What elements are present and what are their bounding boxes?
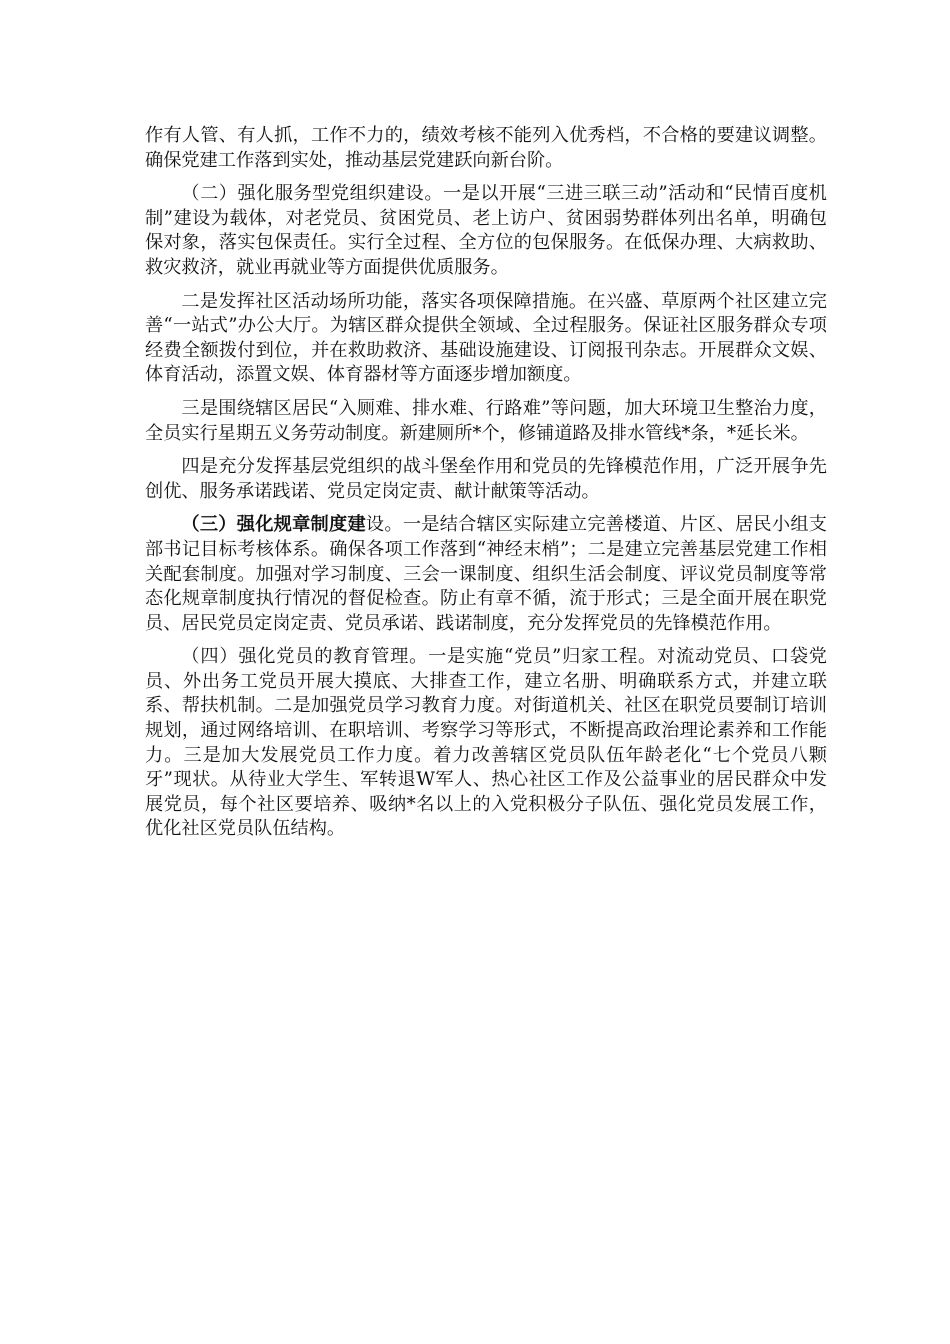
paragraph-text: （二）强化服务型党组织建设。一是以开展“三进三联三动”活动和“民情百度机制”建设为载体，对老党员、贫困党员、老上访户、贫困弱势群体列出名单，明确包保对象，落实包保责任。实行全过程、全方位的包保服务。在低保办理、大病救助、救灾救济，就业再就业等方面提供优质服务。: [145, 183, 827, 278]
paragraph-text: 设。一是结合辖区实际建立完善楼道、片区、居民小组支部书记目标考核体系。确保各项工作落到“神经末梢”；二是建立完善基层党建工作相关配套制度。加强对学习制度、三会一课制度、组织生活会制度、评议党员制度等常态化规章制度执行情况的督促检查。防止有章不循，流于形式；三是全面开展在职党员、居民党员定岗定责、党员承诺、践诺制度，充分发挥党员的先锋模范作用。: [145, 514, 827, 634]
paragraph-text: 作有人管、有人抓，工作不力的，绩效考核不能列入优秀档，不合格的要建议调整。确保党建工作落到实处，推动基层党建跃向新台阶。: [145, 125, 827, 171]
paragraph-member-education: [145, 645, 827, 842]
paragraph-environment: [145, 397, 827, 446]
section-heading-bold: （三）强化规章制度建: [181, 514, 366, 536]
paragraph-rules-system: [145, 513, 827, 636]
paragraph-text: 二是发挥社区活动场所功能，落实各项保障措施。在兴盛、草原两个社区建立完善“一站式”办公大厅。为辖区群众提供全领域、全过程服务。保证社区服务群众专项经费全额拨付到位，并在救助救济、基础设施建设、订阅报刊杂志。开展群众文娱、体育活动，添置文娱、体育器材等方面逐步增加额度。: [145, 290, 827, 386]
paragraph-text: （四）强化党员的教育管理。一是实施“党员”归家工程。对流动党员、口袋党员、外出务工党员开展大摸底、大排查工作，建立名册、明确联系方式，并建立联系、帮扶机制。二是加强党员学习教育力度。对街道机关、社区在职党员要制订培训规划，通过网络培训、在职培训、考察学习等形式，不断提高政治理论素养和工作能力。三是加大发展党员工作力度。着力改善辖区党员队伍年龄老化“七个党员八颗牙”现状。从待业大学生、军转退W军人、热心社区工作及公益事业的居民群众中发展党员，每个社区要培养、吸纳*名以上的入党积极分子队伍、强化党员发展工作，优化社区党员队伍结构。: [145, 646, 827, 840]
paragraph-continuation: [145, 124, 827, 173]
paragraph-text: 三是围绕辖区居民“入厕难、排水难、行路难”等问题，加大环境卫生整治力度，全员实行星期五义务劳动制度。新建厕所*个，修铺道路及排水管线*条，*延长米。: [145, 397, 827, 444]
paragraph-text: 四是充分发挥基层党组织的战斗堡垒作用和党员的先锋模范作用，广泛开展争先创优、服务承诺践诺、党员定岗定责、献计献策等活动。: [145, 456, 827, 502]
paragraph-vanguard-role: [145, 455, 827, 504]
document-page: [145, 124, 827, 851]
paragraph-community-venues: [145, 290, 827, 388]
paragraph-service-organization: [145, 182, 827, 280]
